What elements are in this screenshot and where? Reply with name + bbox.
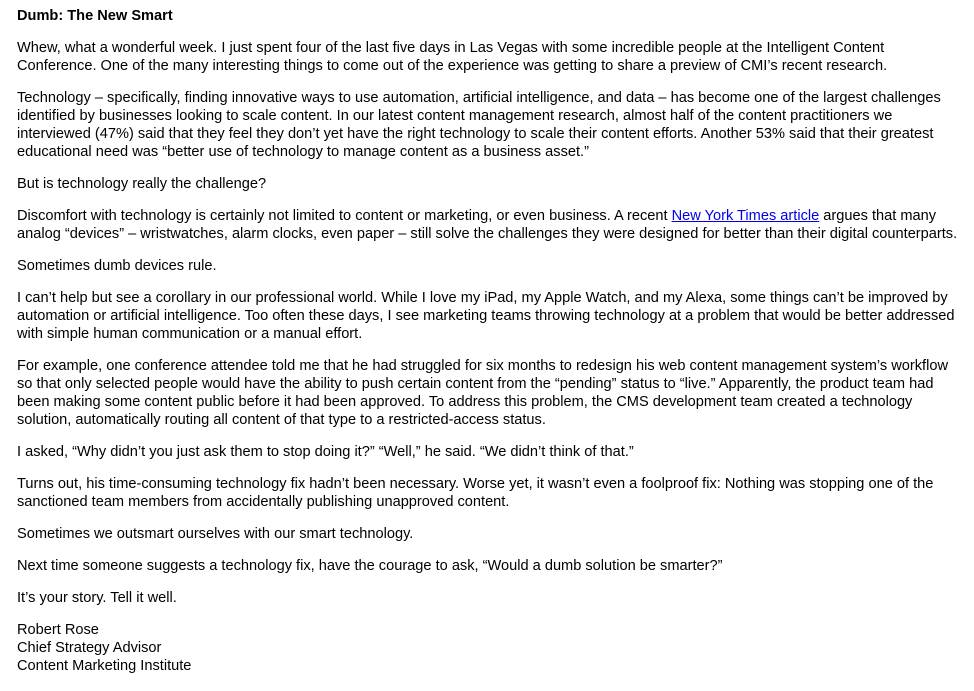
signature-org: Content Marketing Institute (17, 658, 192, 674)
paragraph-next-time: Next time someone suggests a technology fix, have the courage to ask, “Would a dumb solution be smarter?” (17, 558, 723, 574)
document-body (17, 7, 967, 675)
paragraph-technology: Technology – specifically, finding innovative ways to use automation, artificial intelligence, and data – has become one of the largest challenges identified by businesses looking to scale content. In our latest content management research, almost half of the content practitioners we interviewed (47%) said that they feel they don’t yet have the right technology to scale their content efforts. Another 53% said that their greatest educational need was “better use of technology to manage content as a business asset.” (17, 90, 941, 160)
signature-block (17, 621, 967, 675)
paragraph-asked: I asked, “Why didn’t you just ask them to stop doing it?” “Well,” he said. “We didn’t think of that.” (17, 444, 634, 460)
paragraph-outsmart: Sometimes we outsmart ourselves with our smart technology. (17, 526, 414, 542)
paragraph-discomfort-text-start: Discomfort with technology is certainly not limited to content or marketing, or even business. A recent (17, 208, 672, 224)
paragraph-intro: Whew, what a wonderful week. I just spent four of the last five days in Las Vegas with some incredible people at the Intelligent Content Conference. One of the many interesting things to come out of the experience was getting to share a preview of CMI’s recent research. (17, 40, 888, 74)
paragraph-closing: It’s your story. Tell it well. (17, 590, 177, 606)
document-title: Dumb: The New Smart (17, 8, 173, 24)
paragraph-dumb-devices: Sometimes dumb devices rule. (17, 258, 217, 274)
nyt-article-link[interactable]: New York Times article (671, 208, 820, 224)
paragraph-discomfort-text-end: argues that many analog “devices” – wristwatches, alarm clocks, even paper – still solve the challenges they were designed for better than their digital counterparts. (17, 208, 958, 242)
signature-name: Robert Rose (17, 622, 99, 638)
paragraph-turns-out: Turns out, his time-consuming technology fix hadn’t been necessary. Worse yet, it wasn’t even a foolproof fix: Nothing was stopping one of the sanctioned team members from accidentally publishing unapproved content. (17, 476, 934, 510)
paragraph-discomfort (17, 207, 967, 243)
paragraph-example: For example, one conference attendee told me that he had struggled for six months to redesign his web content management system’s workflow so that only selected people would have the ability to push certain content from the “pending” status to “live.” Apparently, the product team had been making some content public before it had been approved. To address this problem, the CMS development team created a technology solution, automatically routing all content of that type to a restricted-access status. (17, 358, 948, 428)
paragraph-question: But is technology really the challenge? (17, 176, 267, 192)
paragraph-corollary: I can’t help but see a corollary in our professional world. While I love my iPad, my Apple Watch, and my Alexa, some things can’t be improved by automation or artificial intelligence. Too often these days, I see marketing teams throwing technology at a problem that would be better addressed with simple human communication or a manual effort. (17, 290, 955, 342)
signature-role: Chief Strategy Advisor (17, 640, 162, 656)
